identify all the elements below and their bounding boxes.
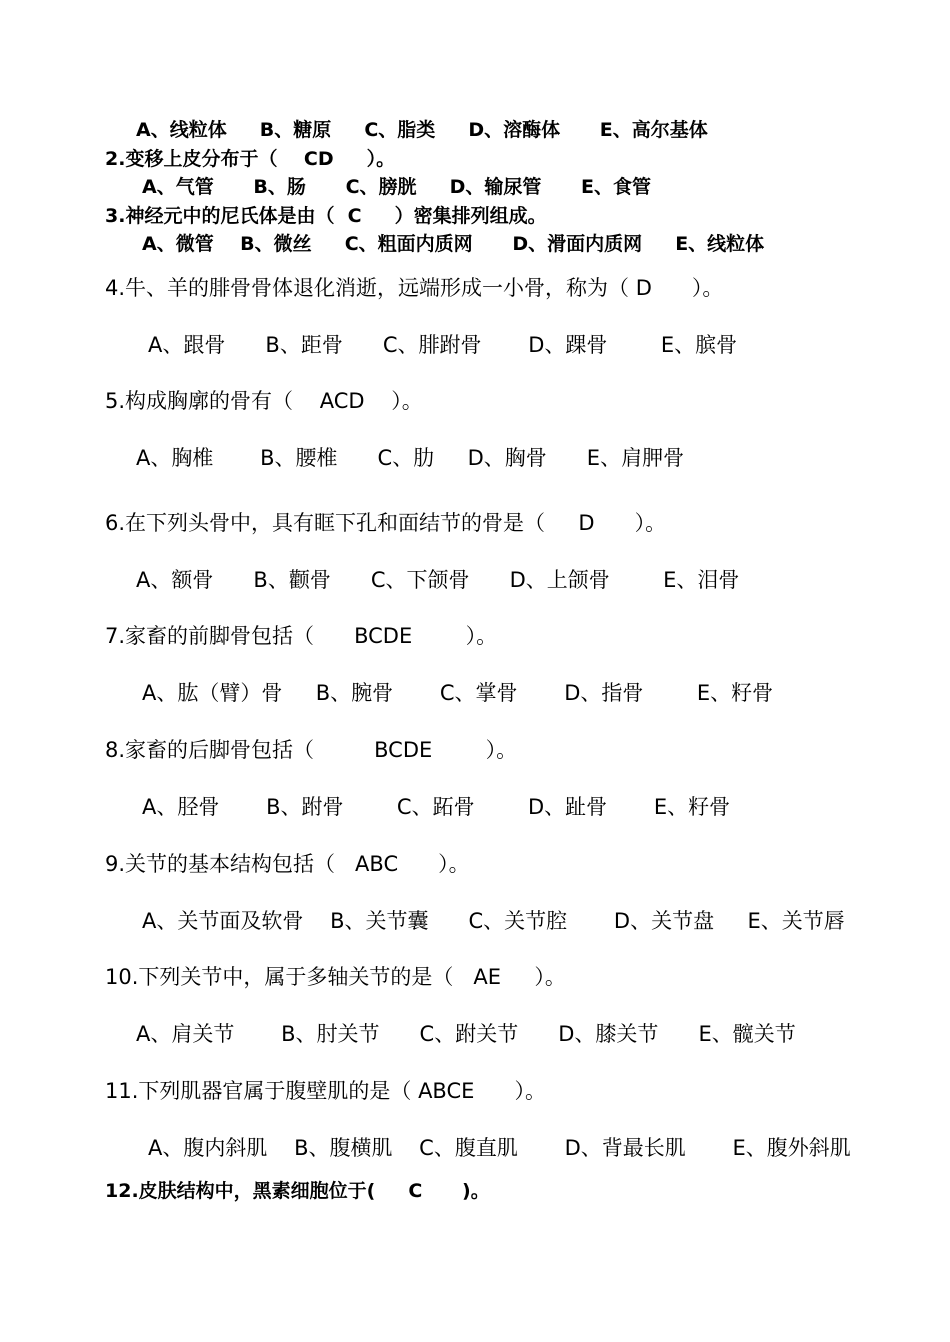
q2-question: 2.变移上皮分布于（ CD ）。: [105, 148, 396, 170]
q11-question: 11.下列肌器官属于腹壁肌的是（ ABCE ）。: [105, 1079, 546, 1103]
q6-question: 6.在下列头骨中，具有眶下孔和面结节的骨是（ D ）。: [105, 511, 667, 535]
q8-options: A、胫骨 B、跗骨 C、跖骨 D、趾骨 E、籽骨: [142, 795, 731, 819]
q2-options: A、气管 B、肠 C、膀胱 D、输尿管 E、食管: [142, 176, 652, 198]
q12-question: 12.皮肤结构中，黑素细胞位于( C )。: [105, 1180, 490, 1202]
q8-question: 8.家畜的后脚骨包括（ BCDE ）。: [105, 738, 518, 762]
q11-options: A、腹内斜肌 B、腹横肌 C、腹直肌 D、背最长肌 E、腹外斜肌: [148, 1136, 851, 1160]
q3-options: A、微管 B、微丝 C、粗面内质网 D、滑面内质网 E、线粒体: [142, 233, 765, 255]
q9-question: 9.关节的基本结构包括（ ABC ）。: [105, 852, 470, 876]
q5-options: A、胸椎 B、腰椎 C、肋 D、胸骨 E、肩胛骨: [136, 446, 685, 470]
q10-options: A、肩关节 B、肘关节 C、跗关节 D、膝关节 E、髋关节: [136, 1022, 796, 1046]
q1-options: A、线粒体 B、糖原 C、脂类 D、溶酶体 E、高尔基体: [136, 119, 708, 141]
q4-options: A、跟骨 B、距骨 C、腓跗骨 D、踝骨 E、膑骨: [148, 333, 738, 357]
q7-options: A、肱（臂）骨 B、腕骨 C、掌骨 D、指骨 E、籽骨: [142, 681, 774, 705]
q7-question: 7.家畜的前脚骨包括（ BCDE ）。: [105, 624, 498, 648]
q3-question: 3.神经元中的尼氏体是由（ C ）密集排列组成。: [105, 205, 547, 227]
q6-options: A、额骨 B、颧骨 C、下颌骨 D、上颌骨 E、泪骨: [136, 568, 740, 592]
q9-options: A、关节面及软骨 B、关节囊 C、关节腔 D、关节盘 E、关节唇: [142, 909, 845, 933]
q4-question: 4.牛、羊的腓骨骨体退化消逝，远端形成一小骨，称为（ D ）。: [105, 276, 724, 300]
q5-question: 5.构成胸廓的骨有（ ACD ）。: [105, 389, 423, 413]
q10-question: 10.下列关节中，属于多轴关节的是（ AE ）。: [105, 965, 566, 989]
